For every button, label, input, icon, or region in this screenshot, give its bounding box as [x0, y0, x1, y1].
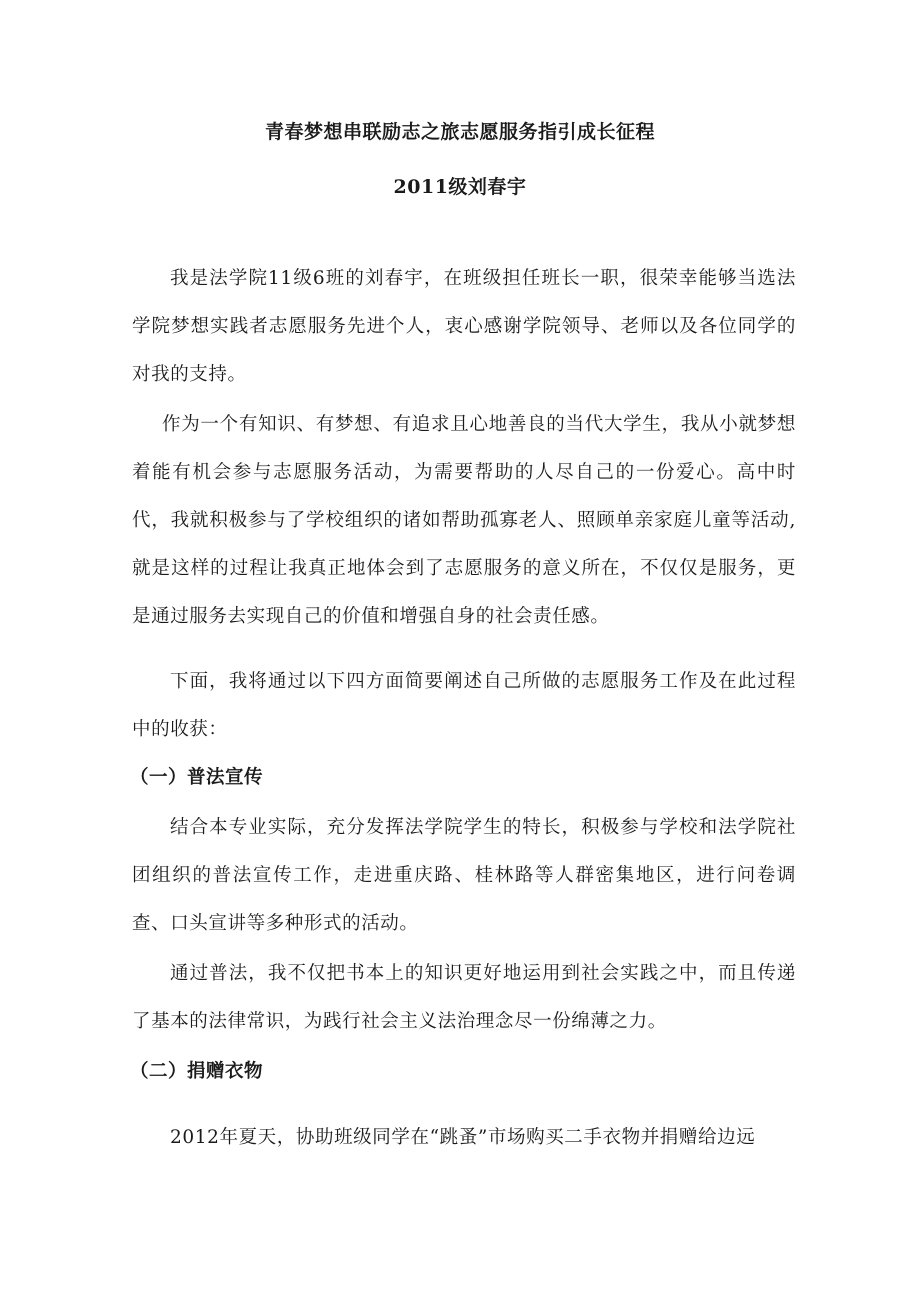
section1-paragraph: 通过普法，我不仅把书本上的知识更好地运用到社会实践之中，而且传递了基本的法律常识，为践行社会主义法治理念尽一份绵薄之力。	[132, 963, 796, 1032]
overview-paragraph: 下面，我将通过以下四方面简要阐述自己所做的志愿服务工作及在此过程中的收获：	[132, 671, 796, 740]
section-heading-legal-publicity: （一）普法宣传	[130, 767, 264, 788]
section-heading-clothing-donation: （二）捐赠衣物	[130, 1061, 264, 1082]
motivation-paragraph: 作为一个有知识、有梦想、有追求且心地善良的当代大学生，我从小就梦想着能有机会参与志愿服务活动，为需要帮助的人尽自己的一份爱心。高中时代，我就积极参与了学校组织的诸如帮助孤寡老人、照顾单亲家庭儿童等活动,就是这样的过程让我真正地体会到了志愿服务的意义所在，不仅仅是服务，更是通过服务去实现自己的价值和增强自身的社会责任感。	[132, 414, 796, 627]
section2-paragraph: 2012年夏天，协助班级同学在“跳蚤”市场购买二手衣物并捐赠给边远	[170, 1127, 756, 1148]
intro-paragraph: 我是法学院11级6班的刘春宇，在班级担任班长一职，很荣幸能够当选法学院梦想实践者志愿服务先进个人，衷心感谢学院领导、老师以及各位同学的对我的支持。	[132, 268, 796, 385]
section1-paragraph: 结合本专业实际，充分发挥法学院学生的特长，积极参与学校和法学院社团组织的普法宣传工作，走进重庆路、桂林路等人群密集地区，进行问卷调查、口头宣讲等多种形式的活动。	[132, 817, 796, 934]
document-subtitle: 2011级刘春宇	[393, 176, 527, 198]
document-title: 青春梦想串联励志之旅志愿服务指引成长征程	[264, 121, 655, 143]
